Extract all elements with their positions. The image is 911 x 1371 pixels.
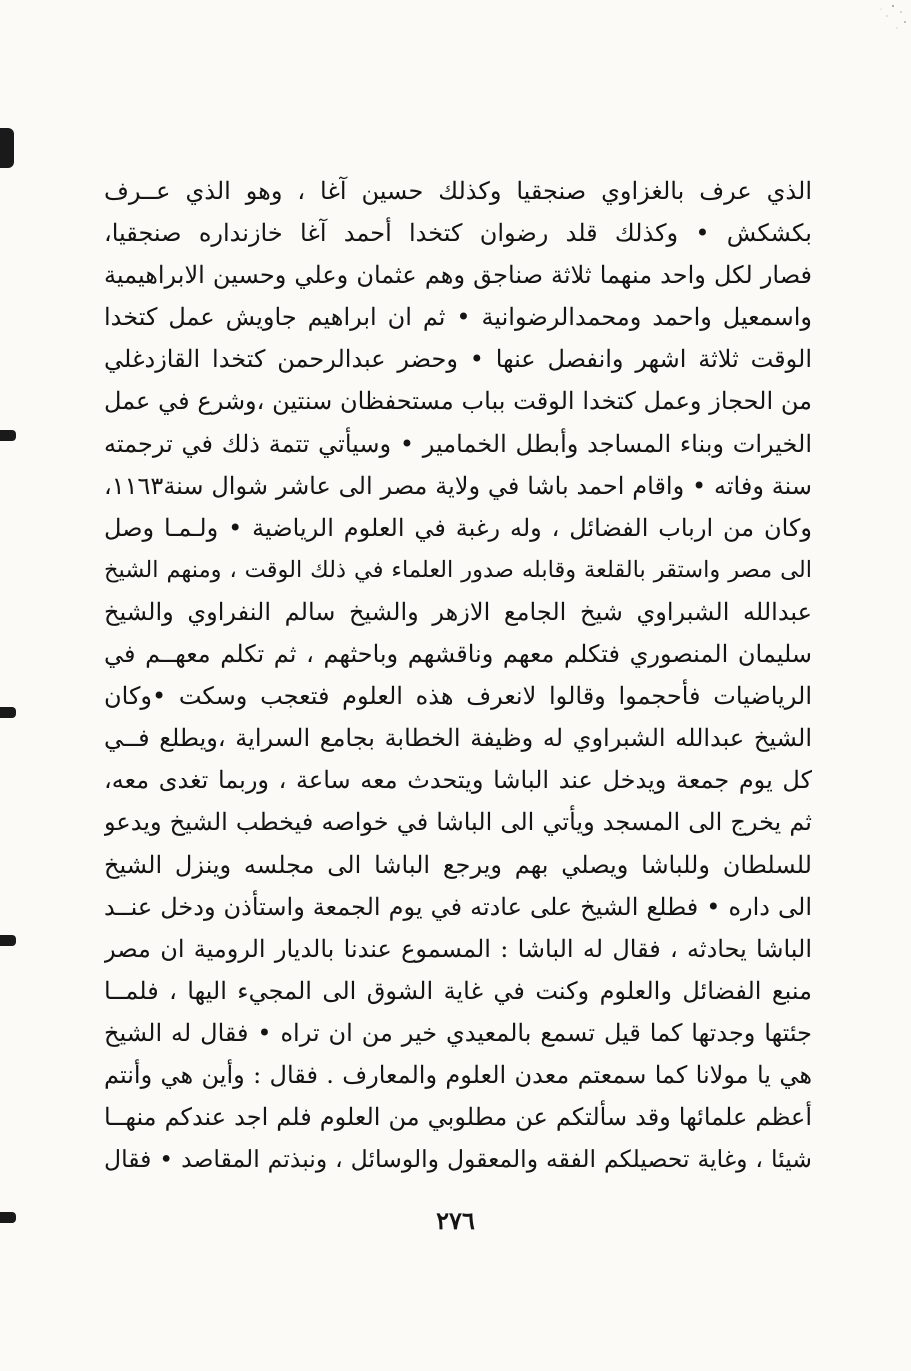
text-line: للسلطان وللباشا ويصلي بهم ويرجع الباشا الى مجلسه وينزل الشيخ xyxy=(104,850,812,879)
binding-mark xyxy=(0,430,16,441)
text-line: فصار لكل واحد منهما ثلاثة صناجق وهم عثمان وعلي وحسين الابراهيمية xyxy=(104,261,812,290)
text-line: منبع الفضائل والعلوم وكنت في غاية الشوق الى المجيء اليها ، فلمــا xyxy=(104,976,812,1005)
body-text xyxy=(104,170,812,1180)
binding-mark xyxy=(0,707,16,718)
text-line: كل يوم جمعة ويدخل عند الباشا ويتحدث معه ساعة ، وربما تغدى معه، xyxy=(104,766,812,795)
binding-mark xyxy=(0,128,14,168)
text-line: الى داره • فطلع الشيخ على عادته في يوم الجمعة واستأذن ودخل عنــد xyxy=(104,892,812,921)
text-line: الوقت ثلاثة اشهر وانفصل عنها • وحضر عبدالرحمن كتخدا القازدغلي xyxy=(104,345,812,374)
text-line: جئتها وجدتها كما قيل تسمع بالمعيدي خير من ان تراه • فقال له الشيخ xyxy=(104,1018,812,1047)
text-line: الخيرات وبناء المساجد وأبطل الخمامير • وسيأتي تتمة ذلك في ترجمته xyxy=(104,429,812,458)
text-line: شيئا ، وغاية تحصيلكم الفقه والمعقول والوسائل ، ونبذتم المقاصد • فقال xyxy=(104,1145,812,1174)
text-line: الى مصر واستقر بالقلعة وقابله صدور العلماء في ذلك الوقت ، ومنهم الشيخ xyxy=(104,556,812,583)
text-line: وكان من ارباب الفضائل ، وله رغبة في العلوم الرياضية • ولـمـا وصل xyxy=(104,513,812,542)
page-number: ٢٧٦ xyxy=(436,1206,475,1235)
text-line: من الحجاز وعمل كتخدا الوقت بباب مستحفظان سنتين ،وشرع في عمل xyxy=(104,387,812,416)
text-line: بكشكش • وكذلك قلد رضوان كتخدا أحمد آغا خازنداره صنجقيا، xyxy=(104,219,812,248)
text-line: سنة وفاته • واقام احمد باشا في ولاية مصر الى عاشر شوال سنة١١٦٣، xyxy=(104,471,812,500)
text-line: الرياضيات فأحجموا وقالوا لانعرف هذه العلوم فتعجب وسكت •وكان xyxy=(104,682,812,711)
binding-mark xyxy=(0,935,16,946)
text-line: عبدالله الشبراوي شيخ الجامع الازهر والشيخ سالم النفراوي والشيخ xyxy=(104,597,812,626)
text-line: ثم يخرج الى المسجد ويأتي الى الباشا في خواصه فيخطب الشيخ ويدعو xyxy=(104,808,812,837)
text-line: أعظم علمائها وقد سألتكم عن مطلوبي من العلوم فلم اجد عندكم منهــا xyxy=(104,1103,812,1132)
text-line: الباشا يحادثه ، فقال له الباشا : المسموع عندنا بالديار الرومية ان مصر xyxy=(104,934,812,963)
text-line: هي يا مولانا كما سمعتم معدن العلوم والمعارف . فقال : وأين هي وأنتم xyxy=(104,1060,812,1089)
scan-specks xyxy=(841,0,911,70)
text-line: الذي عرف بالغزاوي صنجقيا وكذلك حسين آغا ، وهو الذي عــرف xyxy=(104,177,812,205)
text-line: واسمعيل واحمد ومحمدالرضوانية • ثم ان ابراهيم جاويش عمل كتخدا xyxy=(104,303,812,332)
text-line: الشيخ عبدالله الشبراوي له وظيفة الخطابة بجامع السراية ،ويطلع فــي xyxy=(104,724,812,753)
text-line: سليمان المنصوري فتكلم معهم وناقشهم وباحثهم ، ثم تكلم معهــم في xyxy=(104,640,812,669)
